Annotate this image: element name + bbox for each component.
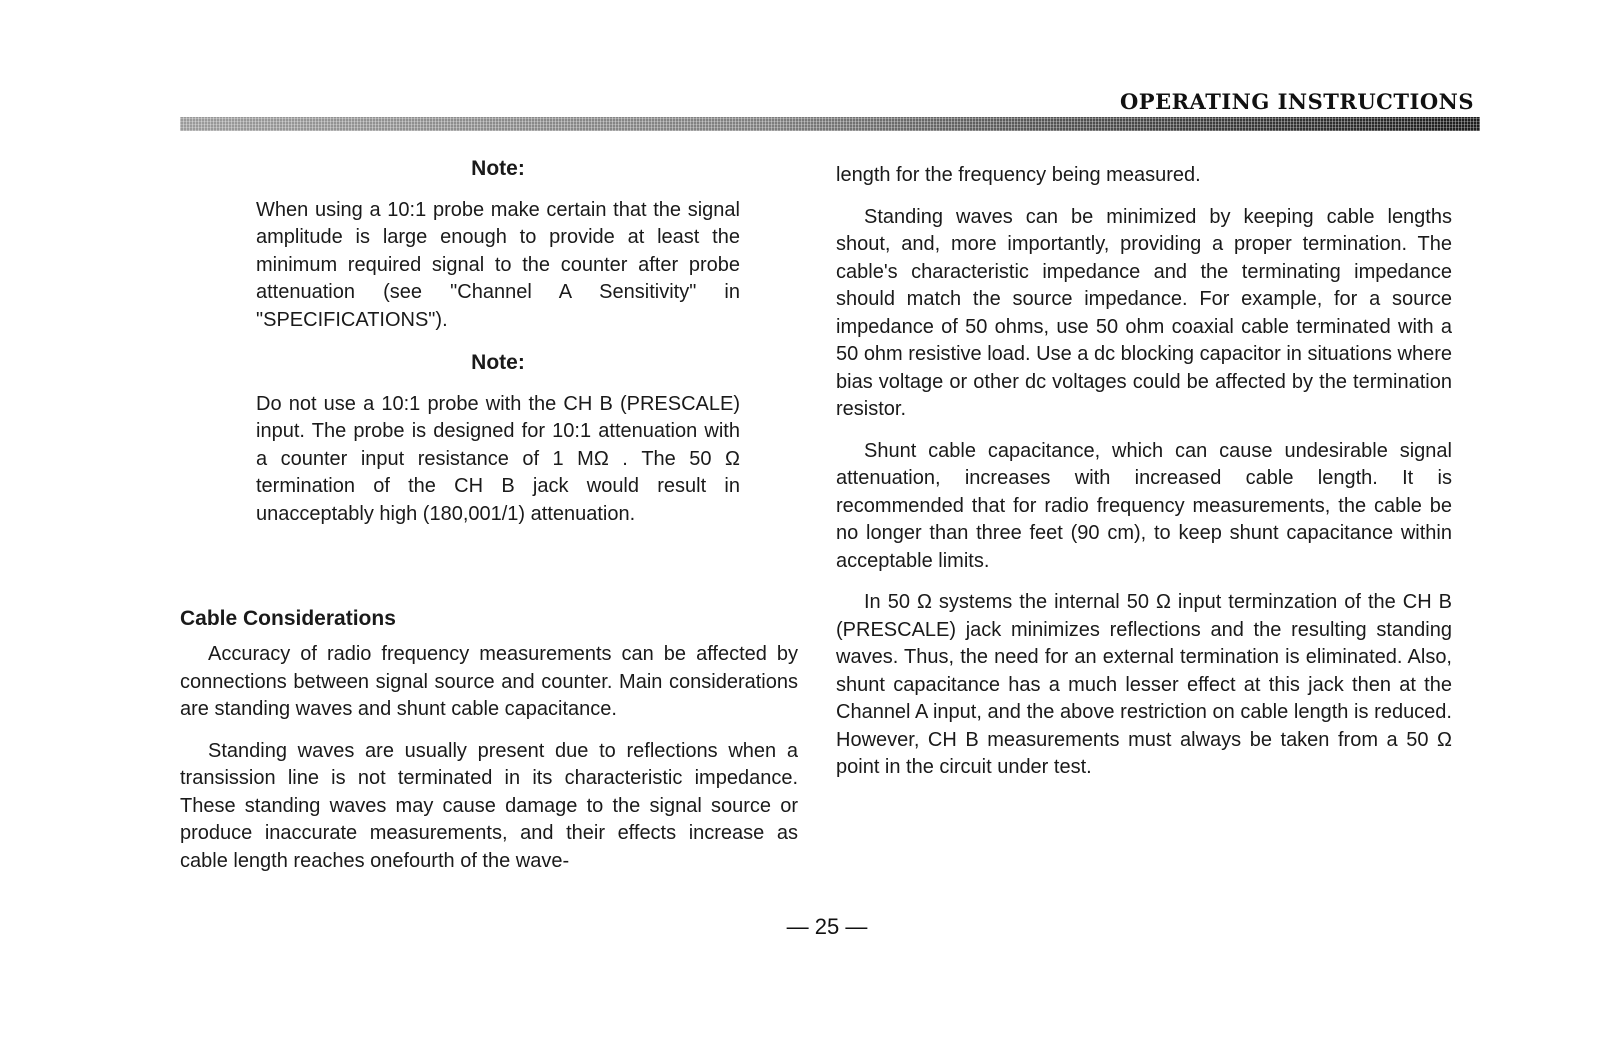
note-heading: Note: <box>471 351 525 374</box>
paragraph: Standing waves are usually present due to reflections when a transission line is not terminated in its characteristic impedance. These standing waves may cause damage to the signal source or produce inaccurate measurements, and their effects increase as cable length reaches onefourth of the wave- <box>180 739 798 872</box>
note-text: When using a 10:1 probe make certain that the signal amplitude is large enough to provide at least the minimum required signal to the counter after probe attenuation (see "Channel A Sensitivity" in "SPECIFICATIONS"). <box>256 198 740 331</box>
page-header-title: OPERATING INSTRUCTIONS <box>1120 89 1474 114</box>
paragraph: Standing waves can be minimized by keeping cable lengths shout, and, more importantly, providing a proper termination. The cable's characteristic impedance and the terminating impedance should match the source impedance. For example, for a source impedance of 50 ohms, use 50 ohm coaxial cable terminated with a 50 ohm resistive load. Use a dc blocking capacitor in situations where bias voltage or other dc voltages could be affected by the termination resistor. <box>836 205 1452 420</box>
paragraph: Shunt cable capacitance, which can cause undesirable signal attenuation, increases with increased cable length. It is recommended that for radio frequency measurements, the cable be no longer than three feet (90 cm), to keep shunt capacitance within acceptable limits. <box>836 439 1452 572</box>
note-heading: Note: <box>471 157 525 180</box>
left-column-body <box>180 641 798 875</box>
section-heading-cable-considerations: Cable Considerations <box>180 607 396 630</box>
header-rule <box>180 117 1480 131</box>
paragraph: length for the frequency being measured. <box>836 164 1201 186</box>
paragraph: In 50 Ω systems the internal 50 Ω input terminzation of the CH B (PRESCALE) jack minimizes reflections and the resulting standing waves. Thus, the need for an external termination is eliminated. Also, shunt capacitance has a much lesser effect at this jack then at the Channel A input, and the above restriction on cable length is reduced. However, CH B measurements must always be taken from a 50 Ω point in the circuit under test. <box>836 591 1452 778</box>
note-block-probe-prescale <box>256 349 740 528</box>
page-number: — 25 — <box>786 914 868 939</box>
paragraph: Accuracy of radio frequency measurements can be affected by connections between signal source and counter. Main considerations are standing waves and shunt cable capacitance. <box>180 643 798 720</box>
right-column-body <box>836 162 1452 782</box>
note-block-probe-amplitude <box>256 155 740 334</box>
note-text: Do not use a 10:1 probe with the CH B (PRESCALE) input. The probe is designed for 10:1 attenuation with a counter input resistance of 1 MΩ . The 50 Ω termination of the CH B jack would result in unacceptably high (180,001/1) attenuation. <box>256 392 740 525</box>
